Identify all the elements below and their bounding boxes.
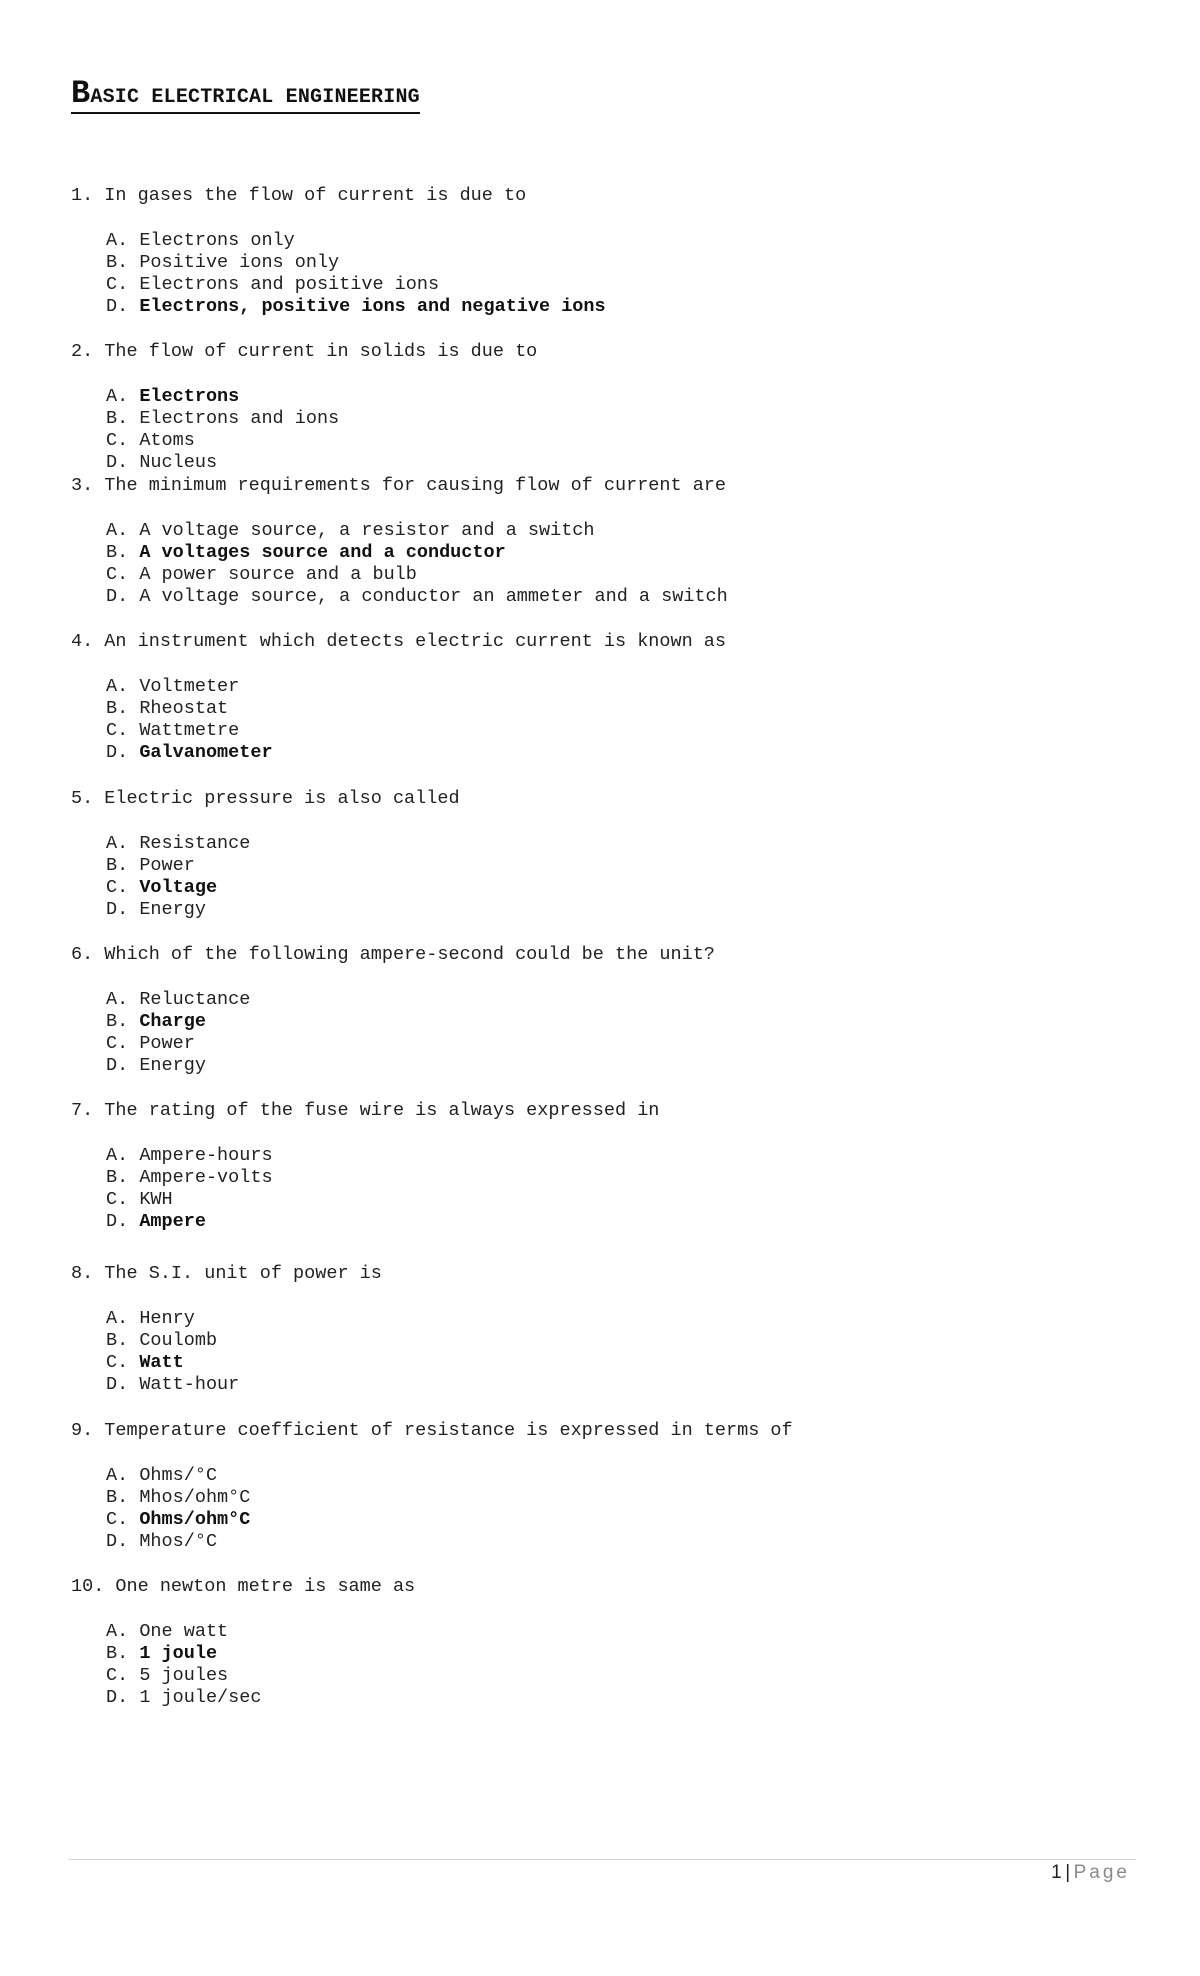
answer-6: Charge [139, 1011, 206, 1032]
answer-2: Electrons [139, 386, 240, 407]
answer-3: A voltages source and a conductor [139, 542, 506, 563]
option-7a: A. Ampere-hours [106, 1145, 273, 1166]
question-4: 4. An instrument which detects electric current is known as [71, 631, 727, 652]
option-9a: A. Ohms/°C [106, 1465, 218, 1486]
page-footer [1051, 1862, 1130, 1884]
option-2c: C. Atoms [106, 430, 195, 451]
answer-8: Watt [139, 1352, 184, 1373]
title-initial: B [71, 75, 91, 112]
option-1a: A. Electrons only [106, 230, 295, 251]
page-label: Page [1073, 1862, 1130, 1883]
option-2b: B. Electrons and ions [106, 408, 340, 429]
question-8: 8. The S.I. unit of power is [71, 1263, 382, 1284]
question-5: 5. Electric pressure is also called [71, 788, 460, 809]
option-4d: D. Galvanometer [106, 742, 273, 763]
option-9b: B. Mhos/ohm°C [106, 1487, 251, 1508]
option-1d: D. Electrons, positive ions and negative ions [106, 296, 606, 317]
question-10: 10. One newton metre is same as [71, 1576, 416, 1597]
answer-9: Ohms/ohm°C [139, 1509, 251, 1530]
footer-divider [68, 1859, 1136, 1860]
option-10d: D. 1 joule/sec [106, 1687, 262, 1708]
option-7d: D. Ampere [106, 1211, 206, 1232]
option-2a: A. Electrons [106, 386, 240, 407]
option-5d: D. Energy [106, 899, 206, 920]
question-1: 1. In gases the flow of current is due to [71, 185, 527, 206]
option-7b: B. Ampere-volts [106, 1167, 273, 1188]
option-3a: A. A voltage source, a resistor and a switch [106, 520, 595, 541]
answer-4: Galvanometer [139, 742, 273, 763]
option-6c: C. Power [106, 1033, 195, 1054]
option-1c: C. Electrons and positive ions [106, 274, 440, 295]
answer-10: 1 joule [139, 1643, 218, 1664]
question-3: 3. The minimum requirements for causing flow of current are [71, 475, 727, 496]
option-6d: D. Energy [106, 1055, 206, 1076]
option-6b: B. Charge [106, 1011, 206, 1032]
option-10c: C. 5 joules [106, 1665, 229, 1686]
answer-1: Electrons, positive ions and negative ions [139, 296, 606, 317]
option-5c: C. Voltage [106, 877, 218, 898]
question-9: 9. Temperature coefficient of resistance is expressed in terms of [71, 1420, 793, 1441]
option-8b: B. Coulomb [106, 1330, 218, 1351]
page-number: 1 [1051, 1862, 1063, 1883]
option-10b: B. 1 joule [106, 1643, 218, 1664]
page-separator: | [1065, 1862, 1071, 1883]
option-7c: C. KWH [106, 1189, 173, 1210]
question-7: 7. The rating of the fuse wire is always expressed in [71, 1100, 660, 1121]
option-6a: A. Reluctance [106, 989, 251, 1010]
option-9d: D. Mhos/°C [106, 1531, 218, 1552]
option-1b: B. Positive ions only [106, 252, 340, 273]
option-8c: C. Watt [106, 1352, 184, 1373]
option-5a: A. Resistance [106, 833, 251, 854]
title-rest: ASIC ELECTRICAL ENGINEERING [90, 86, 420, 109]
option-4b: B. Rheostat [106, 698, 229, 719]
option-4c: C. Wattmetre [106, 720, 240, 741]
document-title [71, 76, 420, 114]
option-8a: A. Henry [106, 1308, 195, 1329]
answer-5: Voltage [139, 877, 218, 898]
option-5b: B. Power [106, 855, 195, 876]
option-9c: C. Ohms/ohm°C [106, 1509, 251, 1530]
option-3d: D. A voltage source, a conductor an ammeter and a switch [106, 586, 728, 607]
question-6: 6. Which of the following ampere-second could be the unit? [71, 944, 715, 965]
option-8d: D. Watt-hour [106, 1374, 240, 1395]
option-4a: A. Voltmeter [106, 676, 240, 697]
option-3b: B. A voltages source and a conductor [106, 542, 506, 563]
question-2: 2. The flow of current in solids is due to [71, 341, 538, 362]
answer-7: Ampere [139, 1211, 206, 1232]
option-2d: D. Nucleus [106, 452, 218, 473]
option-3c: C. A power source and a bulb [106, 564, 417, 585]
option-10a: A. One watt [106, 1621, 229, 1642]
